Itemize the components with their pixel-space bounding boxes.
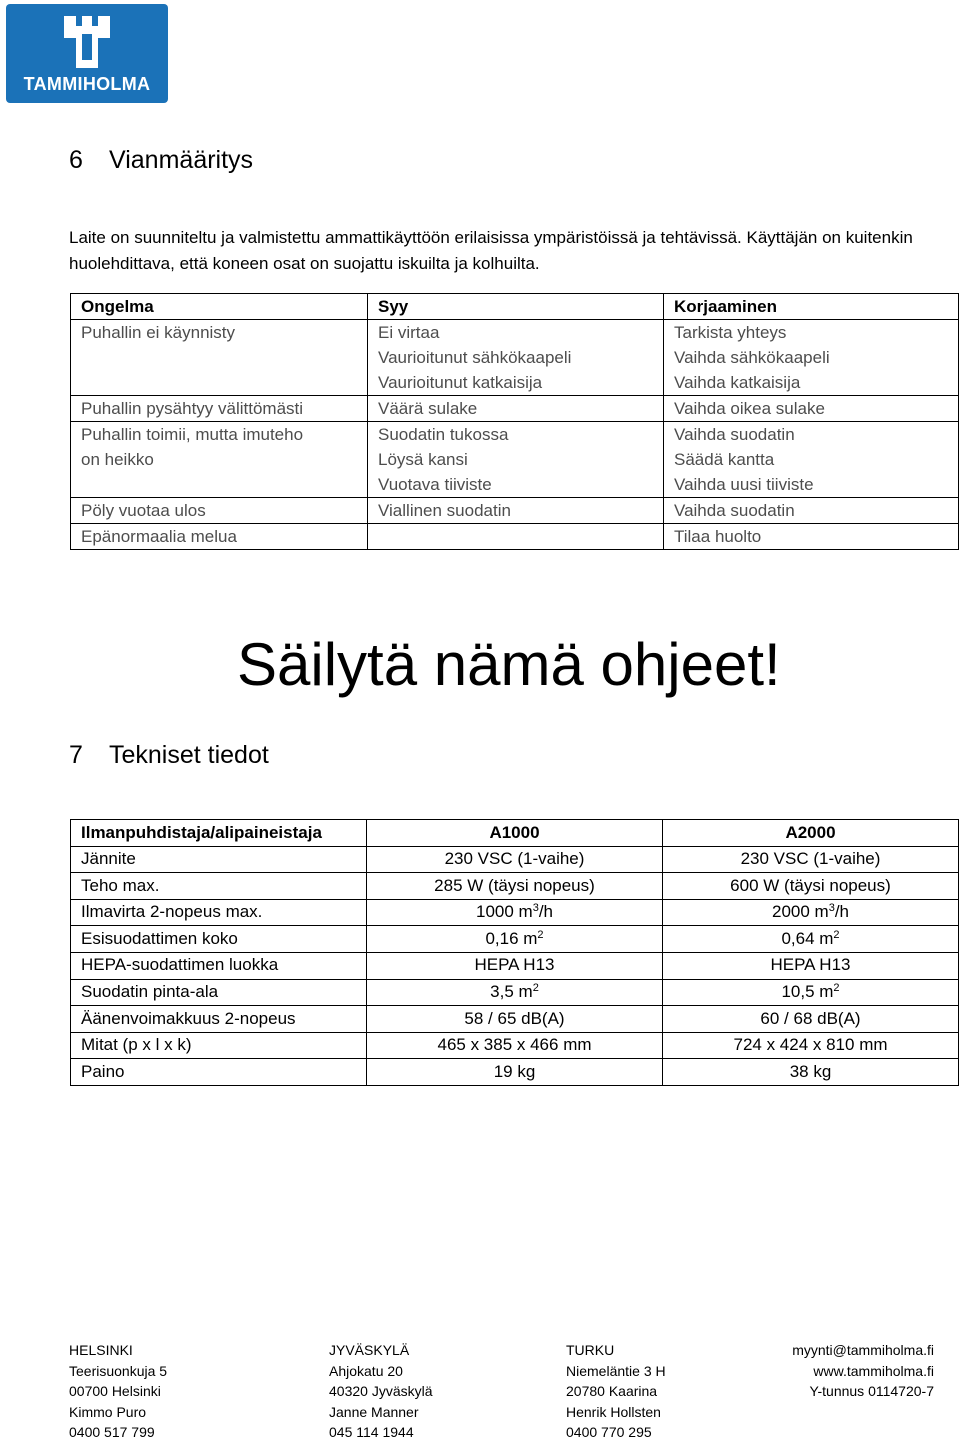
fix-text: Vaihda uusi tiiviste <box>674 475 814 494</box>
value-exponent: 3 <box>532 902 539 915</box>
footer-line: Teerisuonkuja 5 <box>69 1362 168 1379</box>
company-logo <box>6 4 168 103</box>
fix-cell <box>664 320 959 396</box>
spec-label: Suodatin pinta-ala <box>71 979 367 1006</box>
spec-label: Paino <box>71 1059 367 1086</box>
table-row <box>71 1006 959 1033</box>
cause-text: Suodatin tukossa <box>378 425 509 444</box>
footer-business-id: Y-tunnus 0114720-7 <box>809 1383 934 1399</box>
fix-text: Tarkista yhteys <box>674 323 787 342</box>
spec-value-a2000: HEPA H13 <box>663 952 959 979</box>
footer-line: 40320 Jyväskylä <box>329 1383 433 1399</box>
fix-text: Vaihda suodatin <box>674 425 795 444</box>
problem-cell <box>71 498 368 524</box>
table-header-row <box>71 820 959 847</box>
spec-value-a2000: 600 W (täysi nopeus) <box>663 873 959 900</box>
footer-line: TURKU <box>566 1342 615 1358</box>
fix-text: Tilaa huolto <box>674 527 762 546</box>
troubleshooting-table <box>70 293 959 550</box>
table-row <box>71 899 959 926</box>
footer-line: 045 114 1944 <box>329 1424 414 1440</box>
spec-label: Äänenvoimakkuus 2-nopeus <box>71 1006 367 1033</box>
table-row <box>71 873 959 900</box>
table-row <box>71 979 959 1006</box>
fix-cell <box>664 498 959 524</box>
value-text: 0,16 m <box>485 928 538 948</box>
table-row <box>71 524 959 550</box>
footer-line: 0400 770 295 <box>566 1424 652 1440</box>
footer-website-link[interactable]: www.tammiholma.fi <box>813 1362 934 1379</box>
value-text: 10,5 m <box>781 982 834 1002</box>
intro-paragraph: Laite on suunniteltu ja valmistettu ammattikäyttöön erilaisissa ympäristöissä ja tehtävissä. Käyttäjän on kuitenkin huolehdittava, että koneen osat on suojattu iskuilta ja kolhuilta. <box>69 228 913 273</box>
cause-text: Vaurioitunut sähkökaapeli <box>378 348 572 367</box>
value-exponent: 3 <box>828 902 835 915</box>
cause-text: Vuotava tiiviste <box>378 475 492 494</box>
problem-text: Puhallin ei käynnisty <box>81 323 236 342</box>
fix-cell <box>664 422 959 498</box>
cause-cell <box>368 422 664 498</box>
section-7-heading <box>69 741 269 770</box>
column-header: Ilmanpuhdistaja/alipaineistaja <box>71 820 367 847</box>
spec-value-a1000: HEPA H13 <box>367 952 663 979</box>
cause-cell <box>368 396 664 422</box>
value-exponent: 2 <box>833 982 840 995</box>
fix-text: Vaihda suodatin <box>674 501 795 520</box>
table-row <box>71 1032 959 1059</box>
problem-cell <box>71 524 368 550</box>
cause-cell <box>368 498 664 524</box>
spec-value-a2000: 60 / 68 dB(A) <box>663 1006 959 1033</box>
spec-value-a2000: 724 x 424 x 810 mm <box>663 1032 959 1059</box>
column-header: A1000 <box>367 820 663 847</box>
cause-cell <box>368 524 664 550</box>
spec-label: Jännite <box>71 846 367 873</box>
column-header: Syy <box>368 294 664 320</box>
cause-text: Viallinen suodatin <box>378 501 511 520</box>
footer-line: 0400 517 799 <box>69 1424 155 1440</box>
spec-value-a1000: 58 / 65 dB(A) <box>367 1006 663 1033</box>
value-text: 2000 m <box>771 902 829 922</box>
spec-label: Ilmavirta 2-nopeus max. <box>71 899 367 926</box>
value-exponent: 2 <box>532 982 539 995</box>
table-row <box>71 422 959 498</box>
cause-text: Väärä sulake <box>378 399 478 418</box>
cause-text: Vaurioitunut katkaisija <box>378 373 543 392</box>
fix-text: Vaihda sähkökaapeli <box>674 348 830 367</box>
logo-emblem-icon <box>62 12 112 70</box>
footer-column-contact <box>778 1340 934 1402</box>
spec-value-a1000: 285 W (täysi nopeus) <box>367 873 663 900</box>
footer-column-helsinki <box>69 1340 167 1443</box>
section-6-number: 6 <box>69 146 83 174</box>
spec-value-a1000 <box>367 979 663 1006</box>
value-exponent: 2 <box>833 928 840 941</box>
footer-line: 20780 Kaarina <box>566 1383 658 1399</box>
table-row <box>71 846 959 873</box>
fix-cell <box>664 396 959 422</box>
spec-value-a1000 <box>367 926 663 953</box>
footer-line: Niemeläntie 3 H <box>566 1362 666 1379</box>
value-text: 0,64 m <box>781 928 834 948</box>
spec-value-a2000 <box>663 979 959 1006</box>
section-7-number: 7 <box>69 741 83 769</box>
footer-line: Kimmo Puro <box>69 1403 147 1420</box>
spec-label: Teho max. <box>71 873 367 900</box>
fix-cell <box>664 524 959 550</box>
value-suffix: /h <box>834 902 849 922</box>
column-header: A2000 <box>663 820 959 847</box>
problem-text: Puhallin pysähtyy välittömästi <box>81 399 304 418</box>
logo-text: TAMMIHOLMA <box>23 74 151 94</box>
value-suffix: /h <box>538 902 553 922</box>
problem-text: Epänormaalia melua <box>81 527 237 546</box>
spec-value-a2000: 38 kg <box>663 1059 959 1086</box>
fix-text: Vaihda oikea sulake <box>674 399 825 418</box>
footer-line: JYVÄSKYLÄ <box>329 1342 410 1358</box>
cause-cell <box>368 320 664 396</box>
problem-text: Pöly vuotaa ulos <box>81 501 206 520</box>
cause-text: Ei virtaa <box>378 323 440 342</box>
value-text: 1000 m <box>475 902 533 922</box>
table-row <box>71 320 959 396</box>
footer-column-turku <box>566 1340 666 1443</box>
value-text: 3,5 m <box>490 982 533 1002</box>
spec-value-a1000: 19 kg <box>367 1059 663 1086</box>
table-header-row <box>71 294 959 320</box>
spec-value-a1000: 230 VSC (1-vaihe) <box>367 846 663 873</box>
section-6-title: Vianmääritys <box>109 146 254 174</box>
table-row <box>71 498 959 524</box>
fix-text: Säädä kantta <box>674 450 775 469</box>
footer-line: Henrik Hollsten <box>566 1403 661 1420</box>
problem-cell <box>71 320 368 396</box>
column-header: Ongelma <box>71 294 368 320</box>
spec-value-a1000: 465 x 385 x 466 mm <box>367 1032 663 1059</box>
spec-value-a2000 <box>663 926 959 953</box>
specs-table <box>70 819 959 1086</box>
column-header: Korjaaminen <box>664 294 959 320</box>
spec-value-a2000: 230 VSC (1-vaihe) <box>663 846 959 873</box>
fix-text: Vaihda katkaisija <box>674 373 801 392</box>
spec-label: Esisuodattimen koko <box>71 926 367 953</box>
spec-label: Mitat (p x l x k) <box>71 1032 367 1059</box>
table-row <box>71 952 959 979</box>
problem-text: on heikko <box>81 450 154 469</box>
table-row <box>71 926 959 953</box>
table-row <box>71 1059 959 1086</box>
spec-value-a2000 <box>663 899 959 926</box>
spec-label: HEPA-suodattimen luokka <box>71 952 367 979</box>
problem-cell <box>71 396 368 422</box>
problem-text: Puhallin toimii, mutta imuteho <box>81 425 304 444</box>
value-exponent: 2 <box>537 928 544 941</box>
footer-email-link[interactable]: myynti@tammiholma.fi <box>792 1342 934 1358</box>
footer-line: Janne Manner <box>329 1403 419 1420</box>
footer-column-jyvaskyla <box>329 1340 433 1443</box>
problem-cell <box>71 422 368 498</box>
cause-text: Löysä kansi <box>378 450 468 469</box>
section-6-heading <box>69 146 253 175</box>
footer-line: 00700 Helsinki <box>69 1383 161 1399</box>
spec-value-a1000 <box>367 899 663 926</box>
keep-instructions-notice: Säilytä nämä ohjeet! <box>237 631 781 698</box>
table-row <box>71 396 959 422</box>
footer-line: Ahjokatu 20 <box>329 1362 403 1379</box>
footer-line: HELSINKI <box>69 1342 133 1358</box>
section-7-title: Tekniset tiedot <box>109 741 269 769</box>
